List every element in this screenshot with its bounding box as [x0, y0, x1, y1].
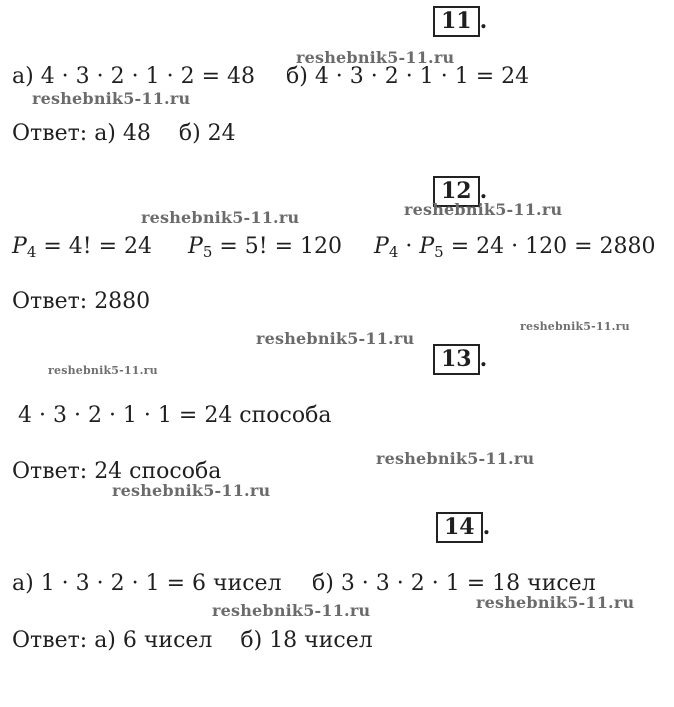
- problem-14-header: [436, 514, 490, 540]
- watermark: reshebnik5-11.ru: [48, 364, 158, 377]
- watermark: reshebnik5-11.ru: [256, 329, 415, 348]
- watermark: reshebnik5-11.ru: [520, 320, 630, 333]
- watermark: reshebnik5-11.ru: [141, 208, 300, 227]
- problem-number-box: 11: [433, 6, 480, 37]
- watermark: reshebnik5-11.ru: [112, 481, 271, 500]
- problem-13-header: [433, 346, 487, 372]
- subscript: 5: [434, 243, 444, 261]
- problem-number-dot: .: [479, 8, 488, 34]
- subscript: 5: [202, 243, 213, 261]
- expr-rest: = 4! = 24: [36, 234, 153, 259]
- watermark: reshebnik5-11.ru: [32, 89, 191, 108]
- problem-number-box: 12: [433, 176, 480, 207]
- problem-14-answer: Ответ: а) 6 чисел б) 18 чисел: [12, 628, 373, 653]
- subscript: 4: [388, 243, 399, 261]
- problem-12-answer: Ответ: 2880: [12, 289, 151, 314]
- problem-11-line-b: б) 4 · 3 · 2 · 1 · 1 = 24: [286, 64, 530, 89]
- problem-14-line-a: а) 1 · 3 · 2 · 1 = 6 чисел: [12, 571, 282, 596]
- var-p: P: [188, 234, 203, 259]
- problem-number-box: 14: [436, 512, 483, 543]
- problem-number-dot: .: [479, 178, 488, 204]
- problem-number-dot: .: [479, 346, 488, 372]
- problem-12-expr-product: [374, 234, 656, 260]
- problem-13-answer: Ответ: 24 способа: [12, 459, 222, 484]
- subscript: 4: [26, 243, 37, 261]
- problem-12-expr-p4: [12, 234, 152, 260]
- problem-13-line: 4 · 3 · 2 · 1 · 1 = 24 способа: [18, 403, 332, 428]
- expr-rest: = 5! = 120: [212, 234, 343, 259]
- watermark: reshebnik5-11.ru: [376, 449, 535, 468]
- var-p: P: [12, 234, 27, 259]
- watermark: reshebnik5-11.ru: [212, 601, 371, 620]
- problem-11-line-a: а) 4 · 3 · 2 · 1 · 2 = 48: [12, 64, 256, 89]
- var-p: P: [374, 234, 389, 259]
- expr-mid: ·: [398, 234, 420, 259]
- problem-14-line-b: б) 3 · 3 · 2 · 1 = 18 чисел: [312, 571, 596, 596]
- watermark: reshebnik5-11.ru: [296, 48, 455, 67]
- expr-rest: = 24 · 120 = 2880: [443, 234, 656, 259]
- problem-11-header: [433, 8, 487, 34]
- watermark: reshebnik5-11.ru: [404, 200, 563, 219]
- watermark: reshebnik5-11.ru: [476, 593, 635, 612]
- problem-number-box: 13: [433, 344, 480, 375]
- problem-number-dot: .: [482, 514, 491, 540]
- problem-12-expr-p5: [188, 234, 342, 260]
- var-p: P: [419, 234, 435, 259]
- problem-11-answer: Ответ: а) 48 б) 24: [12, 121, 236, 146]
